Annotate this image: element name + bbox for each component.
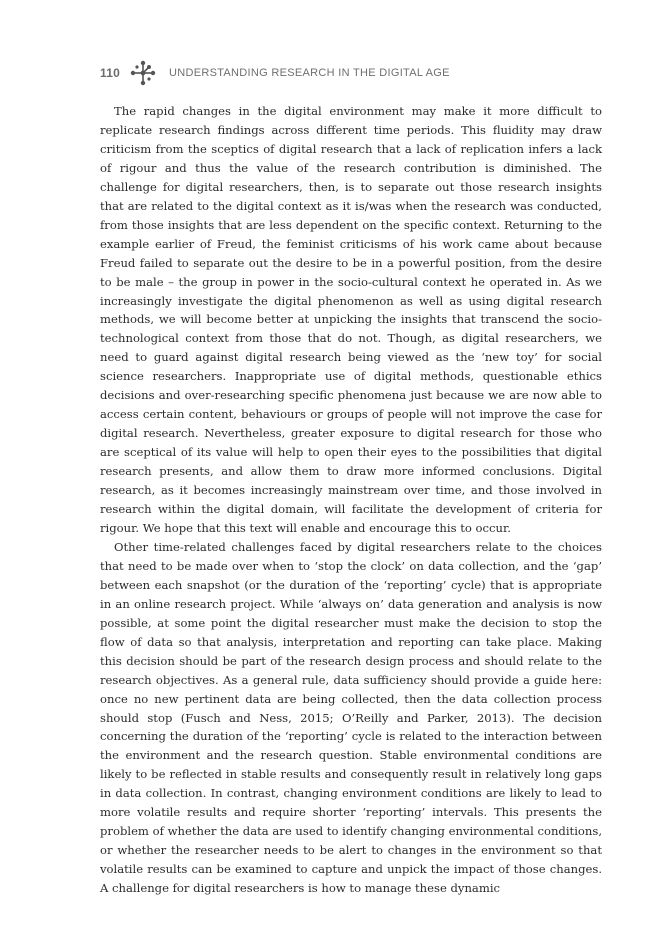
running-head — [100, 60, 602, 86]
network-nodes-icon — [129, 60, 157, 86]
body-text — [100, 102, 602, 898]
running-title: UNDERSTANDING RESEARCH IN THE DIGITAL AGE — [168, 67, 450, 79]
paragraph-2: Other time-related challenges faced by digital researchers relate to the choices that need to be made over when to ‘stop the clock’ on data collection, and the ‘gap’ between each snapshot (or the duration of the ‘reporting’ cycle) that is appropriate in an online research project. While ‘always on’ data generation and analysis is now possible, at some point the digital researcher must make the decision to stop the flow of data so that analysis, interpretation and reporting can take place. Making this decision should be part of the research design process and should relate to the research objectives. As a general rule, data sufficiency should provide a guide here: once no new pertinent data are being collected, then the data collection process should stop (Fusch and Ness, 2015; O’Reilly and Parker, 2013). The decision concerning the duration of the ‘reporting’ cycle is related to the interaction between the environment and the research question. Stable environmental conditions are likely to be reflected in stable results and consequently result in relatively long gaps in data collection. In contrast, changing environment conditions are likely to lead to more volatile results and require shorter ‘reporting’ intervals. This presents the problem of whether the data are used to identify changing environmental conditions, or whether the researcher needs to be alert to changes in the environment so that volatile results can be examined to capture and unpick the impact of those changes. A challenge for digital researchers is how to manage these dynamic — [100, 539, 602, 896]
paragraph-1: The rapid changes in the digital environment may make it more difficult to replicate research findings across different time periods. This fluidity may draw criticism from the sceptics of digital research that a lack of replication infers a lack of rigour and thus the value of the research contribution is diminished. The challenge for digital researchers, then, is to separate out those research insights that are related to the digital context as it is/was when the research was conducted, from those insights that are less dependent on the specific context. Returning to the example earlier of Freud, the feminist criticisms of his work came about because Freud failed to separate out the desire to be in a powerful position, from the desire to be male – the group in power in the socio-cultural context he operated in. As we increasingly investigate the digital phenomenon as well as using digital research methods, we will become better at unpicking the insights that transcend the socio-technological context from those that do not. Though, as digital researchers, we need to guard against digital research being viewed as the ‘new toy’ for social science researchers. Inappropriate use of digital methods, questionable ethics decisions and over-researching specific phenomena just because we are now able to access certain content, behaviours or groups of people will not improve the case for digital research. Nevertheless, greater exposure to digital research for those who are sceptical of its value will help to open their eyes to the possibilities that digital research presents, and allow them to draw more informed conclusions. Digital research, as it becomes increasingly mainstream over time, and those involved in research within the digital domain, will facilitate the development of criteria for rigour. We hope that this text will enable and encourage this to occur. — [100, 104, 602, 535]
page-number: 110 — [100, 66, 120, 80]
